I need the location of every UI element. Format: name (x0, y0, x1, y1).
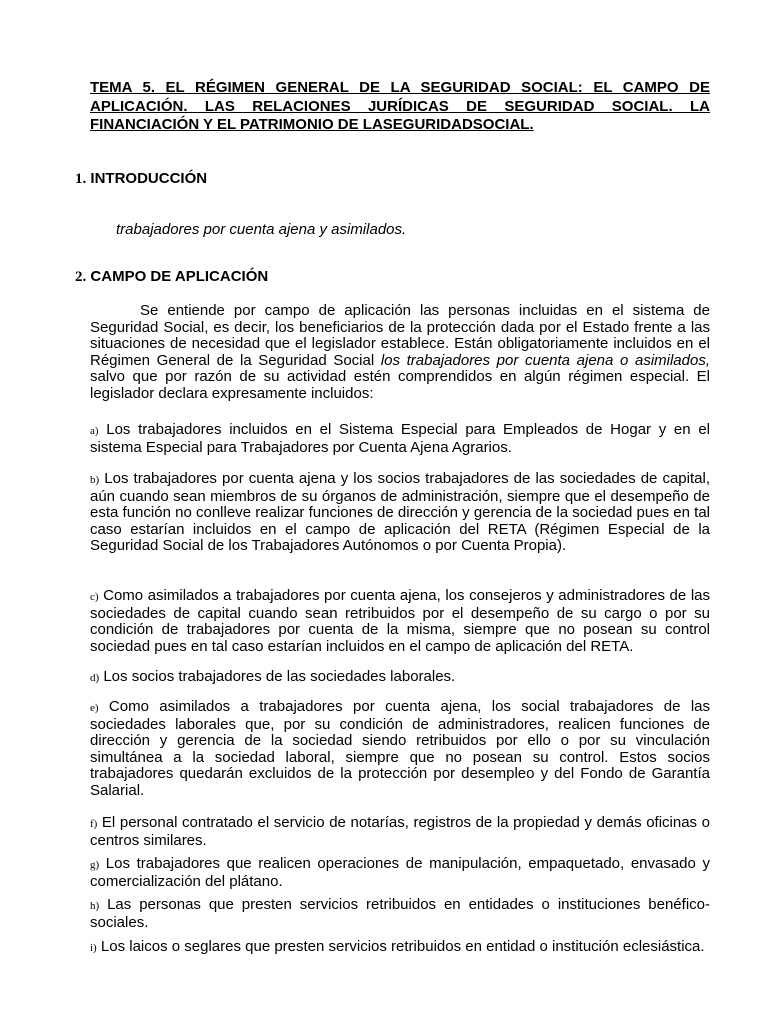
item-text: Los trabajadores por cuenta ajena y los socios trabajadores de las sociedades de capital, aún cuando sean miembros de su órganos de administración, siempre que el desempeño de esta función no conlleve realizar funciones de dirección y gerencia de la sociedad pues en tal caso estarían incluidos en el campo de aplicación del RETA (Régimen Especial de la Seguridad Social de los Trabajadores Autónomos o por Cuenta Propia). (90, 470, 710, 555)
intro-text-part-2: salvo que por razón de su actividad estén comprendidos en algún régimen especial. El legislador declara expresamente incluidos: (90, 368, 710, 402)
section-2-title: CAMPO DE APLICACIÓN (90, 268, 269, 285)
section-1-heading (75, 170, 207, 188)
item-label: d) (90, 672, 100, 684)
section-2-heading (75, 268, 268, 286)
intro-text-italic: los trabajadores por cuenta ajena o asimilados, (380, 351, 711, 369)
section-1-text: trabajadores por cuenta ajena y asimilados. (116, 221, 407, 238)
list-item-b (90, 471, 710, 555)
section-2-number: 2. (75, 269, 87, 285)
item-text: Como asimilados a trabajadores por cuenta ajena, los social trabajadores de las sociedades laborales que, por su condición de administradores, realicen funciones de dirección y gerencia de la sociedad siendo retribuidos por ello o por su vinculación simultánea a la sociedad laboral, siempre que no posean su control. Estos socios trabajadores quedarán excluidos de la protección por desempleo y del Fondo de Garantía Salarial. (90, 698, 710, 799)
section-2-intro-paragraph (90, 303, 710, 403)
item-label: e) (90, 702, 99, 714)
list-item-a (90, 422, 710, 456)
item-text: Los trabajadores incluidos en el Sistema Especial para Empleados de Hogar y en el sistema Especial para Trabajadores por Cuenta Ajena Agrarios. (90, 421, 710, 456)
section-1-title: INTRODUCCIÓN (90, 170, 208, 187)
item-label: c) (90, 591, 99, 603)
list-item-f (90, 815, 710, 849)
title-line-2: APLICACIÓN. LAS RELACIONES JURÍDICAS DE SEGURIDAD SOCIAL. LA (90, 97, 710, 115)
list-item-h (90, 897, 710, 931)
item-text: El personal contratado el servicio de notarías, registros de la propiedad y demás oficinas o centros similares. (90, 814, 710, 849)
section-1-number: 1. (75, 171, 87, 187)
list-item-e (90, 699, 710, 800)
item-text: Los trabajadores que realicen operaciones de manipulación, empaquetado, envasado y comercialización del plátano. (90, 855, 710, 890)
item-label: i) (90, 942, 97, 954)
list-item-d (90, 669, 710, 687)
item-text: Los laicos o seglares que presten servicios retribuidos en entidad o institución eclesiástica. (96, 938, 705, 955)
item-label: f) (90, 818, 98, 830)
item-text: Las personas que presten servicios retribuidos en entidades o instituciones benéfico-sociales. (90, 896, 710, 931)
list-item-g (90, 856, 710, 890)
document-title (90, 79, 710, 135)
item-text: Como asimilados a trabajadores por cuenta ajena, los consejeros y administradores de las sociedades de capital cuando sean retribuidos por el desempeño de su cargo o por su condición de trabajadores por cuenta de la misma, siempre que no posean su control sociedad pues en tal caso estarían incluidos en el campo de aplicación del RETA. (90, 587, 710, 655)
item-label: a) (90, 425, 99, 437)
item-label: b) (90, 474, 100, 486)
list-item-i (90, 939, 710, 957)
title-line-3: FINANCIACIÓN Y EL PATRIMONIO DE LASEGURIDADSOCIAL. (90, 116, 534, 133)
title-line-1: TEMA 5. EL RÉGIMEN GENERAL DE LA SEGURIDAD SOCIAL: EL CAMPO DE (90, 79, 710, 96)
item-label: h) (90, 900, 100, 912)
intro-text-part-1: Se entiende por campo de aplicación las personas incluidas en el sistema de Seguridad Social, es decir, los beneficiarios de la protección dada por el Estado frente a las situaciones de necesidad que el legislador establece. Están obligatoriamente incluidos en el Régimen General de la Seguridad Social (90, 302, 710, 369)
list-item-c (90, 588, 710, 655)
item-label: g) (90, 859, 100, 871)
item-text: Los socios trabajadores de las sociedades laborales. (99, 668, 456, 685)
